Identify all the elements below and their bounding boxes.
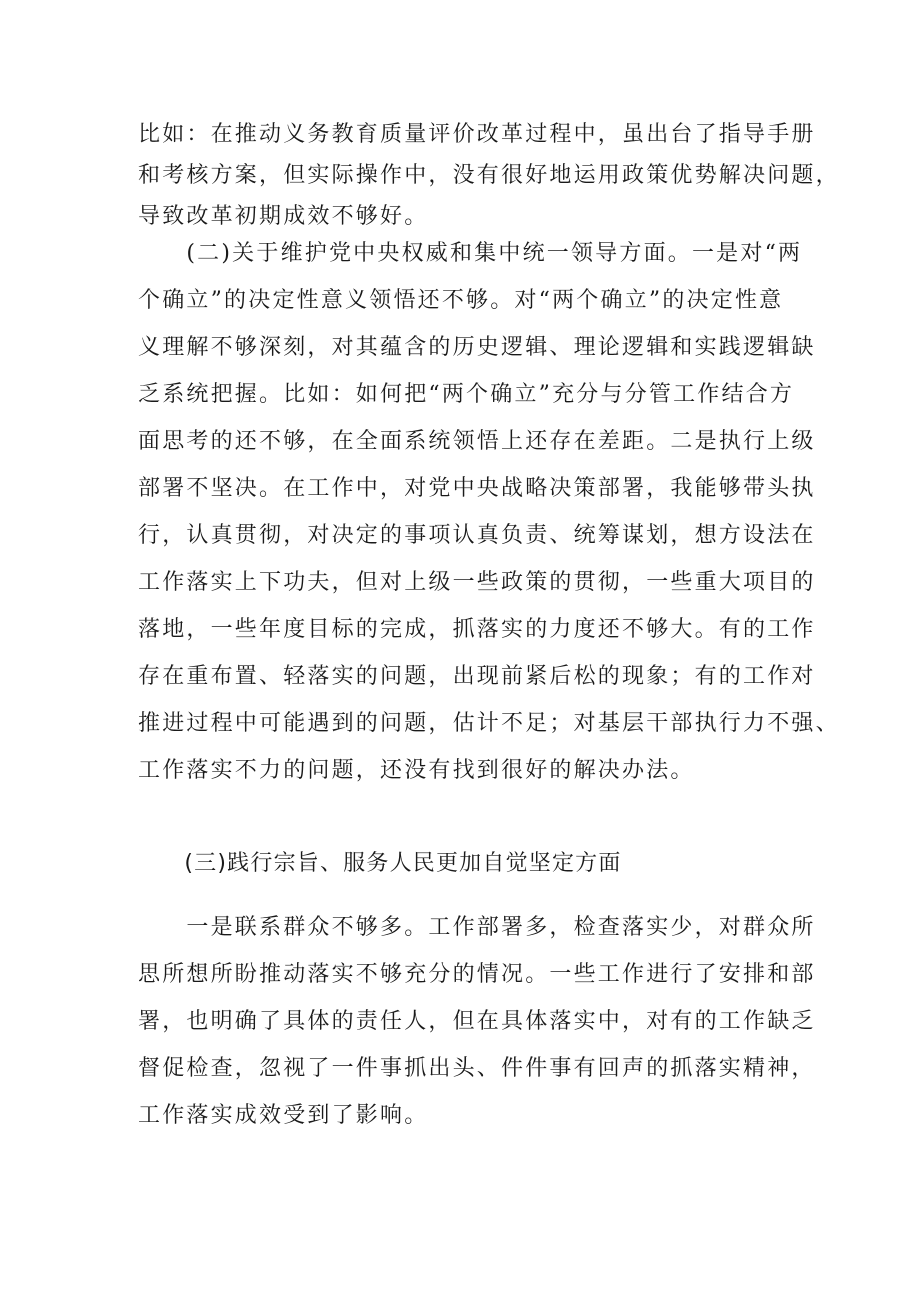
text-line: 和考核方案，但实际操作中，没有很好地运用政策优势解决问题， bbox=[138, 163, 840, 188]
text-line: 署，也明确了具体的责任人，但在具体落实中，对有的工作缺乏 bbox=[138, 1009, 816, 1034]
text-line: 乏系统把握。比如：如何把“两个确立”充分与分管工作结合方 bbox=[138, 382, 795, 407]
text-line: 导致改革初期成效不够好。 bbox=[138, 204, 429, 229]
section-three-heading bbox=[138, 853, 818, 875]
text-line: (三)践行宗旨、服务人民更加自觉坚定方面 bbox=[138, 851, 622, 876]
text-line: 部署不坚决。在工作中，对党中央战略决策部署，我能够带头执 bbox=[138, 476, 816, 501]
text-line: 行，认真贯彻，对决定的事项认真负责、统筹谋划，想方设法在 bbox=[138, 523, 816, 548]
paragraph-continuation bbox=[138, 122, 840, 247]
text-line: 工作落实成效受到了影响。 bbox=[138, 1103, 429, 1128]
text-line: 思所想所盼推动落实不够充分的情况。一些工作进行了安排和部 bbox=[138, 962, 816, 987]
text-line: 义理解不够深刻，对其蕴含的历史逻辑、理论逻辑和实践逻辑缺 bbox=[138, 335, 816, 360]
text-line: 督促检查，忽视了一件事抓出头、件件事有回声的抓落实精神， bbox=[138, 1056, 816, 1081]
text-line: 工作落实上下功夫，但对上级一些政策的贯彻，一些重大项目的 bbox=[138, 570, 816, 595]
text-line: 比如：在推动义务教育质量评价改革过程中，虽出台了指导手册 bbox=[138, 122, 816, 147]
paragraph-section-three-body bbox=[138, 917, 818, 1152]
text-line: 一是联系群众不够多。工作部署多，检查落实少，对群众所 bbox=[138, 915, 816, 940]
text-line: 落地，一些年度目标的完成，抓落实的力度还不够大。有的工作 bbox=[138, 617, 816, 642]
text-line: 存在重布置、轻落实的问题，出现前紧后松的现象；有的工作对 bbox=[138, 664, 816, 689]
text-line: 面思考的还不够，在全面系统领悟上还存在差距。二是执行上级 bbox=[138, 429, 816, 454]
text-line: 工作落实不力的问题，还没有找到很好的解决办法。 bbox=[138, 758, 695, 783]
text-line: 推进过程中可能遇到的问题，估计不足；对基层干部执行力不强、 bbox=[138, 711, 840, 736]
text-line: 个确立”的决定性意义领悟还不够。对“两个确立”的决定性意 bbox=[138, 288, 784, 313]
text-line: (二)关于维护党中央权威和集中统一领导方面。一是对“两 bbox=[138, 241, 803, 266]
paragraph-section-two bbox=[138, 241, 840, 807]
